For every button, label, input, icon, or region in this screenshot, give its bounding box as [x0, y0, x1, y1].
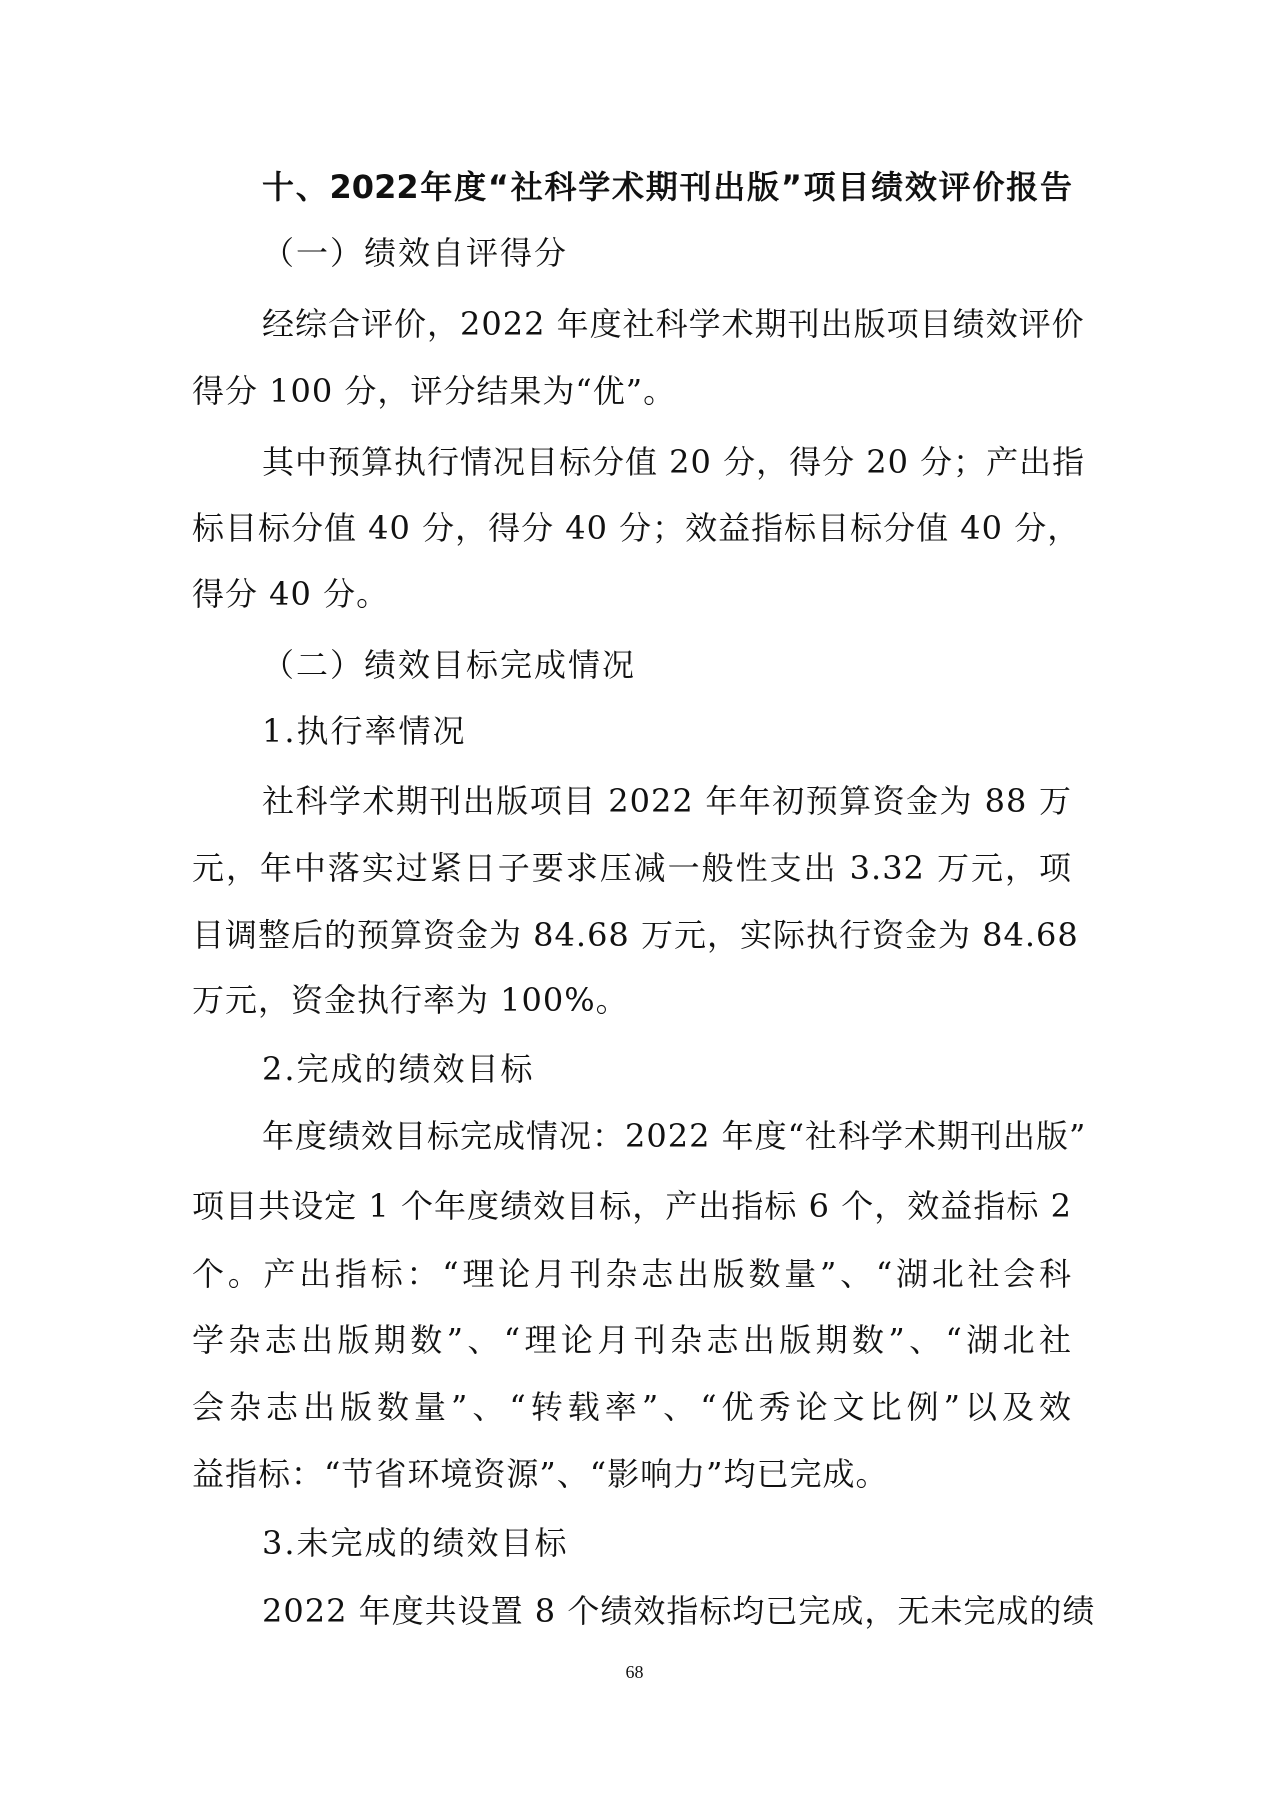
- paragraph-line: 经综合评价，2022 年度社科学术期刊出版项目绩效评价: [262, 305, 1085, 343]
- paragraph-line: 学杂志出版期数”、“理论月刊杂志出版期数”、“湖北社: [192, 1321, 1072, 1359]
- page-number: 68: [625, 1662, 644, 1682]
- paragraph-line: 年度绩效目标完成情况：2022 年度“社科学术期刊出版”: [262, 1117, 1087, 1155]
- paragraph-line: 2022 年度共设置 8 个绩效指标均已完成，无未完成的绩: [262, 1592, 1096, 1630]
- paragraph-line: 标目标分值 40 分，得分 40 分；效益指标目标分值 40 分，: [192, 509, 1081, 547]
- paragraph-line: 得分 100 分，评分结果为“优”。: [192, 372, 677, 410]
- paragraph-line: 益指标：“节省环境资源”、“影响力”均已完成。: [192, 1455, 889, 1493]
- section-1-heading: （一）绩效自评得分: [262, 234, 569, 272]
- paragraph-line: 得分 40 分。: [192, 575, 390, 613]
- paragraph-line: 目调整后的预算资金为 84.68 万元，实际执行资金为 84.68: [192, 916, 1079, 954]
- report-title: 十、2022年度“社科学术期刊出版”项目绩效评价报告: [262, 168, 1072, 206]
- subsection-2-heading: 2.完成的绩效目标: [262, 1050, 535, 1088]
- subsection-3-heading: 3.未完成的绩效目标: [262, 1524, 569, 1562]
- paragraph-line: 元，年中落实过紧日子要求压减一般性支出 3.32 万元，项: [192, 849, 1072, 887]
- paragraph-line: 其中预算执行情况目标分值 20 分，得分 20 分；产出指: [262, 443, 1086, 481]
- paragraph-line: 会杂志出版数量”、“转载率”、“优秀论文比例”以及效: [192, 1388, 1072, 1426]
- paragraph-line: 个。产出指标：“理论月刊杂志出版数量”、“湖北社会科: [192, 1255, 1072, 1293]
- section-2-heading: （二）绩效目标完成情况: [262, 646, 637, 684]
- paragraph-line: 万元，资金执行率为 100%。: [192, 981, 629, 1019]
- paragraph-line: 项目共设定 1 个年度绩效目标，产出指标 6 个，效益指标 2: [192, 1187, 1072, 1225]
- subsection-1-heading: 1.执行率情况: [262, 712, 467, 750]
- paragraph-line: 社科学术期刊出版项目 2022 年年初预算资金为 88 万: [262, 782, 1072, 820]
